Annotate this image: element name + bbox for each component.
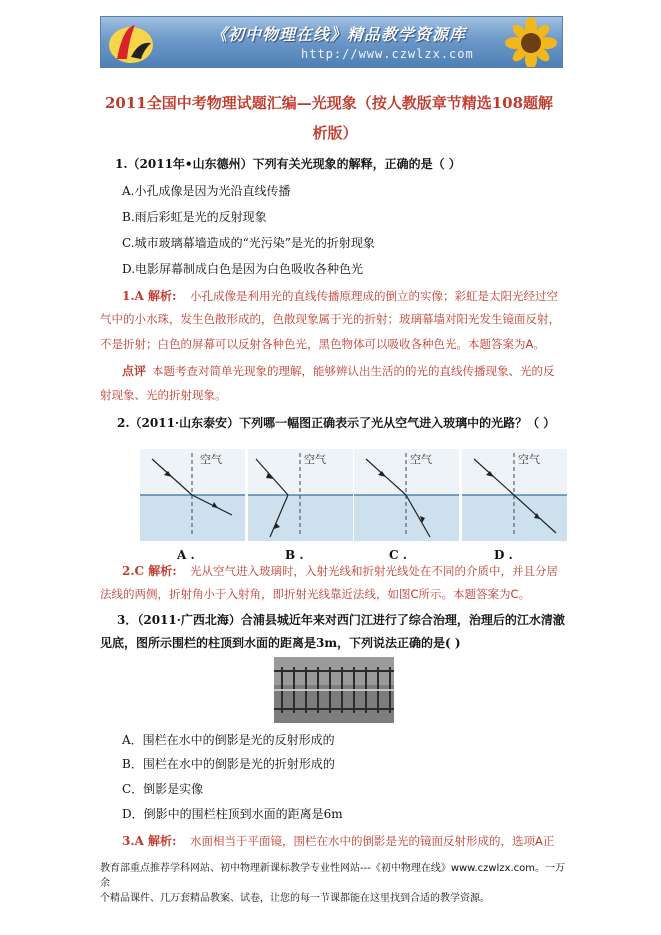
q3-stem-line2: 见底，图所示围栏的柱顶到水面的距离是3m，下列说法正确的是( ) — [100, 636, 461, 650]
site-logo-icon — [105, 19, 157, 67]
q1-option-d: D.电影屏幕制成白色是因为白色吸收各种色光 — [122, 262, 364, 276]
banner-url[interactable]: http://www.czwlzx.com — [301, 47, 474, 61]
diagram-b-label: B . — [285, 548, 304, 562]
diagram-a-label: A . — [177, 548, 195, 562]
diagram-d-label: D . — [494, 548, 513, 562]
diagram-b[interactable] — [248, 449, 353, 541]
q1-analysis-line2: 气中的小水珠，发生色散形成的，色散现象属于光的折射；玻璃幕墙对阳光发生镜面反射， — [100, 312, 560, 326]
q1-comment-tag: 点评 — [122, 364, 147, 378]
diagram-a[interactable] — [140, 449, 245, 541]
q1-analysis-line3: 不是折射；白色的屏幕可以反射各种色光，黑色物体可以吸收各种色光。本题答案为A。 — [100, 337, 545, 351]
diagram-d[interactable] — [462, 449, 567, 541]
fence-reflection-photo — [274, 657, 394, 723]
sunflower-icon — [502, 17, 560, 68]
diagram-b-air-label: 空气 — [304, 453, 326, 466]
footer-line2: 个精品课件、几万套精品教案、试卷，让您的每一节课都能在这里找到合适的教学资源。 — [100, 893, 490, 904]
diagram-c-air-label: 空气 — [410, 453, 432, 466]
banner-title: 《初中物理在线》精品教学资源库 — [211, 25, 467, 44]
q2-stem: 2.（2011·山东泰安）下列哪一幅图正确表示了光从空气进入玻璃中的光路？（ ） — [117, 416, 556, 430]
q1-option-b: B.雨后彩虹是光的反射现象 — [122, 210, 267, 224]
q2-analysis-line2: 法线的两侧，折射角小于入射角，即折射光线靠近法线，如图C所示。本题答案为C。 — [100, 587, 531, 601]
diagram-c-label: C . — [389, 548, 407, 562]
header-banner — [100, 16, 563, 68]
q1-option-a: A.小孔成像是因为光沿直线传播 — [122, 184, 291, 198]
q2-answer-tag: 2.C 解析: — [122, 564, 177, 578]
q1-comment-line1: 本题考查对简单光现象的理解，能够辨认出生活的的光的直线传播现象、光的反 — [152, 364, 555, 378]
q3-option-d: D．倒影中的围栏柱顶到水面的距离是6m — [122, 807, 343, 821]
q3-stem-line1: 3．（2011·广西北海）合浦县城近年来对西门江进行了综合治理，治理后的江水清澈 — [117, 613, 565, 627]
document-title-line2: 析版） — [312, 124, 358, 142]
q3-option-c: C．倒影是实像 — [122, 782, 204, 796]
diagram-c[interactable] — [354, 449, 459, 541]
footer-line1: 教育部重点推荐学科网站、初中物理新课标教学专业性网站---《初中物理在线》www.czwlzx.com。一万余 — [100, 863, 566, 889]
q3-option-b: B．围栏在水中的倒影是光的折射形成的 — [122, 757, 335, 771]
diagram-d-air-label: 空气 — [518, 453, 540, 466]
q1-analysis-line1: 小孔成像是利用光的直线传播原理成的倒立的实像；彩虹是太阳光经过空 — [190, 289, 558, 303]
document-title-line1: 2011全国中考物理试题汇编—光现象（按人教版章节精选108题解 — [105, 94, 554, 112]
q3-option-a: A．围栏在水中的倒影是光的反射形成的 — [122, 733, 335, 747]
q1-comment-line2: 射现象、光的折射现象。 — [100, 388, 227, 402]
q1-stem: 1.（2011年•山东德州）下列有关光现象的解释，正确的是（ ） — [115, 157, 461, 171]
page-footer — [100, 861, 570, 906]
q1-option-c: C.城市玻璃幕墙造成的“光污染”是光的折射现象 — [122, 236, 375, 250]
q1-answer-tag: 1.A 解析: — [122, 289, 177, 303]
q3-analysis-line1: 水面相当于平面镜，围栏在水中的倒影是光的镜面反射形成的，选项A正 — [190, 834, 555, 848]
diagram-a-air-label: 空气 — [200, 453, 222, 466]
q3-answer-tag: 3.A 解析: — [122, 834, 177, 848]
q2-analysis-line1: 光从空气进入玻璃时，入射光线和折射光线处在不同的介质中，并且分居 — [190, 564, 558, 578]
